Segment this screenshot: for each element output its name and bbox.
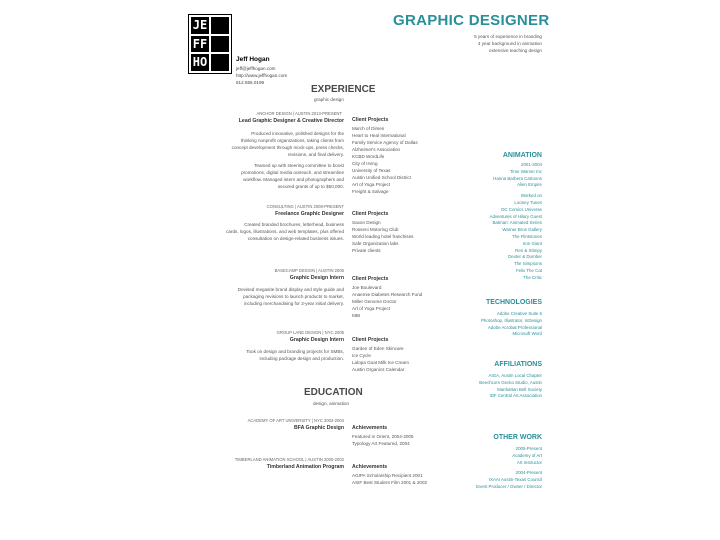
logo-letters-3: HO <box>192 55 208 70</box>
achievement-list <box>352 472 427 486</box>
edu-title: Timberland Animation Program <box>266 464 344 470</box>
other-work-list <box>422 446 542 491</box>
client-item: Freight & Salvage <box>352 189 389 194</box>
client-item: Ice Cycle <box>352 353 371 358</box>
edu-meta: ACADEMY OF ART UNIVERSITY | NYC 2002-2004 <box>247 418 344 423</box>
summary <box>420 33 542 54</box>
summary-line: extensive teaching design <box>489 48 542 53</box>
job-meta: CONSULTING | AUSTIN 2008-PRESENT <box>266 204 344 209</box>
job-meta: BASECAMP DESIGN | AUSTIN 2006 <box>274 268 344 273</box>
experience-subheading: graphic design <box>314 97 344 102</box>
animation-heading: ANIMATION <box>502 152 542 159</box>
job-description <box>222 286 344 307</box>
client-item: Austin Organics Calendar <box>352 367 405 372</box>
technologies-list <box>422 311 542 338</box>
desc-line: secured grants of up to $50,000. <box>277 184 344 189</box>
desc-line: revisions, and final delivery. <box>287 152 344 157</box>
achievement-item: Typology Art Featured, 2004 <box>352 441 410 446</box>
education-subheading: design, animation <box>313 401 350 406</box>
client-projects-heading: Client Projects <box>352 211 389 217</box>
job-meta: GROUP LANE DESIGN | NYC 2005 <box>276 330 344 335</box>
experience-heading: EXPERIENCE <box>311 84 376 95</box>
desc-line: packaging revisions to launch products to market, <box>243 294 344 299</box>
client-projects-heading: Client Projects <box>352 117 389 123</box>
client-item: Safe Organization labs <box>352 241 399 246</box>
client-projects-heading: Client Projects <box>352 276 389 282</box>
education-heading: EDUCATION <box>304 387 363 398</box>
animation-item: The Critic <box>523 274 542 280</box>
job-description <box>222 221 344 242</box>
desc-line: thinking nonprofit organizations, taking clients from <box>240 138 344 143</box>
client-projects-heading: Client Projects <box>352 337 389 343</box>
animation-item: Alien Empire <box>517 182 542 188</box>
client-item: Lalopa Goat Milk Ice Cream <box>352 360 409 365</box>
technology-item: Photoshop, Illustrator, InDesign <box>480 317 542 323</box>
other-work-item: 2005-Present <box>515 446 542 451</box>
client-item: Art of Yoga Project <box>352 306 391 311</box>
client-item: Anaemie Diabetes Research Fund <box>352 292 423 297</box>
animation-item: Felix The Cat <box>515 267 542 273</box>
affiliation-item: Manhattan Bell Society <box>497 386 542 392</box>
client-item: Joe Boulevard <box>352 285 382 290</box>
other-work-item: 2004-Present <box>515 470 542 476</box>
desc-line: Produced innovative, polished designs for the <box>251 131 344 136</box>
achievements-heading: Achievements <box>352 464 388 470</box>
summary-line: 4 year background in animation <box>477 41 542 46</box>
desc-line: cards, logos, illustrations, and web templates, plus offered <box>226 229 344 234</box>
job-title: Graphic Design Intern <box>289 337 344 343</box>
desc-line: concept development through mock-ups, press checks, <box>231 145 344 150</box>
client-item: Rosseni Motoring Club <box>352 227 399 232</box>
affiliation-item: IDF Central Art Association <box>489 393 542 399</box>
animation-item: DC Comics Universe <box>501 206 542 212</box>
animation-item: Dexter & Dumber <box>508 254 542 260</box>
client-item: Family Service Agency of Dallas <box>352 140 418 145</box>
other-work-item: IXAAI Austin-Texas Council <box>488 477 542 483</box>
client-item: Art of Yoga Project <box>352 182 391 187</box>
achievement-item: ASIF Best Student Film 2001 & 2002 <box>352 480 428 485</box>
client-item: Saxon Design <box>352 220 381 225</box>
logo-block-2 <box>211 36 229 53</box>
technology-item: Adobe Acrobat Professional <box>487 324 542 330</box>
animation-item: Looney Tunes <box>514 199 542 205</box>
client-item: Miller Genome Doctor <box>352 299 397 304</box>
affiliations-heading: AFFILIATIONS <box>494 361 542 368</box>
animation-item: Ren & Stimpy <box>515 247 542 253</box>
client-item: March of Dimes <box>352 126 385 131</box>
client-item: Heart to Heal International <box>352 133 406 138</box>
desc-line: Devised megasite brand display and style guide and <box>237 287 344 292</box>
affiliation-item: Beechcom Gecko Studio, Austin <box>479 379 542 385</box>
technology-item: Adobe Creative Suite 6 <box>496 311 542 316</box>
animation-item: Adventures of Hilary Guest <box>489 213 542 219</box>
job-description <box>222 130 344 190</box>
animation-item: The Flintstones <box>511 233 542 239</box>
desc-line: consultation on design-related business issues. <box>247 236 344 241</box>
technology-item: Microsoft Word <box>512 331 542 337</box>
other-work-heading: OTHER WORK <box>493 434 542 441</box>
animation-item: 2001-2004 <box>521 162 542 167</box>
client-item: University of Texas <box>352 168 391 173</box>
job-title: Freelance Graphic Designer <box>275 211 344 217</box>
animation-item: Time Warner Inc <box>509 168 542 174</box>
desc-line: including merchandising for 3-year initial delivery. <box>243 301 344 306</box>
desc-line: Took on design and branding projects for SMBs, <box>246 349 344 354</box>
client-item: MBI <box>352 313 361 318</box>
desc-line: including package design and production. <box>259 356 344 361</box>
job-meta: ANCHOR DESIGN | AUSTIN 2013-PRESENT <box>256 111 342 116</box>
client-list <box>352 125 418 195</box>
summary-line: 5 years of experience in branding <box>474 34 542 39</box>
animation-item: Warner Bros Gallery <box>502 227 542 233</box>
contact-phone: 512.555.0199 <box>236 80 265 85</box>
desc-line: Created branded brochures, letterhead, business <box>244 222 344 227</box>
desc-line: workflow. Managed intern and photographers and <box>243 177 344 182</box>
logo <box>188 14 232 74</box>
edu-title: BFA Graphic Design <box>294 425 344 431</box>
client-list <box>352 284 422 319</box>
logo-letters-2: FF <box>192 36 208 51</box>
client-item: World leading hotel franchises <box>352 234 414 239</box>
contact-email[interactable]: jeff@jeffhogan.com <box>236 66 276 71</box>
logo-block-3 <box>211 54 229 71</box>
logo-block-1 <box>211 17 229 34</box>
achievements-heading: Achievements <box>352 425 388 431</box>
desc-line: Teamed up with steering committee to boost <box>254 163 344 168</box>
animation-item: The Simpsons <box>513 261 542 267</box>
affiliations-list <box>422 373 542 400</box>
animation-item: Batman: Animated Series <box>492 220 542 226</box>
desc-line: promotions, digital media outreach, and streamline <box>241 170 344 175</box>
edu-meta: TIMBERLAND ANIMATION SCHOOL | AUSTIN 2000-2002 <box>234 457 344 462</box>
job-description <box>222 348 344 362</box>
animation-item: Worked on <box>520 193 542 199</box>
client-list <box>352 345 409 373</box>
other-work-item: Art Instructor <box>516 459 542 465</box>
client-item: Austin Unified School District <box>352 175 411 180</box>
achievement-list <box>352 433 414 447</box>
achievement-item: Featured in Orient, 2004-2005 <box>352 434 414 439</box>
client-item: KCBD WordLife <box>352 154 385 159</box>
animation-list <box>422 162 542 282</box>
other-work-item: Academy of Art <box>512 452 542 458</box>
client-item: Garden of Eden Skincare <box>352 346 404 351</box>
other-work-item: Event Producer / Owner / Director <box>476 483 542 489</box>
animation-item: Hanna Barbera Cartoons <box>493 175 542 181</box>
technologies-heading: TECHNOLOGIES <box>485 299 542 306</box>
client-item: City of Irving <box>352 161 378 166</box>
animation-item: Iron Giant <box>522 240 542 246</box>
client-item: Alzheimer's Association <box>352 147 401 152</box>
contact-website[interactable]: http://www.jeffhogan.com <box>236 73 288 78</box>
job-title: Graphic Design Intern <box>289 275 344 281</box>
job-title: Lead Graphic Designer & Creative Director <box>238 118 344 124</box>
achievement-item: AGIPA Scholarship Recipient 2001 <box>352 473 423 478</box>
logo-letters-1: JE <box>192 18 208 32</box>
page-title: GRAPHIC DESIGNER <box>393 12 550 29</box>
contact-block <box>236 65 287 86</box>
person-name: Jeff Hogan <box>236 56 270 63</box>
affiliation-item: AIGA, Austin Local Chapter <box>488 373 542 378</box>
client-item: Private clients <box>352 248 381 253</box>
client-list <box>352 219 413 254</box>
